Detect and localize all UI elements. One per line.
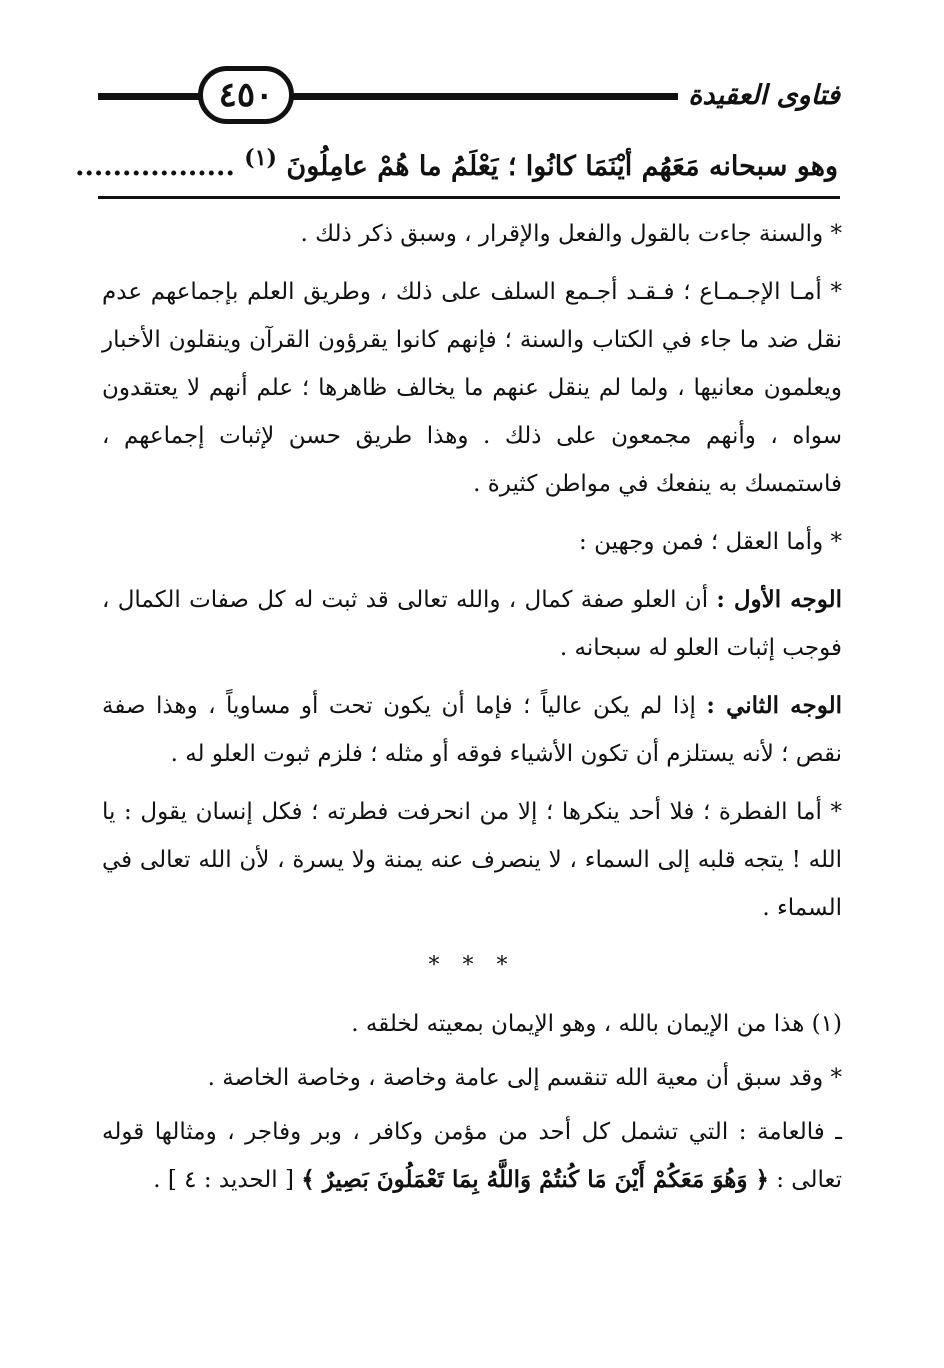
page-header [98,66,840,126]
footnote-divider [98,196,840,199]
quoted-text [75,132,838,193]
section-separator: * * * [428,953,516,978]
paragraph-first-aspect [102,576,842,672]
body-text [102,210,842,1210]
page-number: ٤٥٠ [198,66,294,124]
footnote-3-text: ـ فالعامة : التي تشمل كل أحد من مؤمن وكافر ، وبر وفاجر ، ومثالها قوله تعالى : [102,1119,842,1193]
first-aspect-text: أن العلو صفة كمال ، والله تعالى قد ثبت له كل صفات الكمال ، فوجب إثبات العلو له سبحانه . [102,587,842,661]
quran-reference: [ الحديد : ٤ ] . [153,1167,294,1193]
second-aspect-label: الوجه الثاني : [706,692,842,719]
paragraph-second-aspect [102,682,842,778]
second-aspect-text: إذا لم يكن عالياً ؛ فإما أن يكون تحت أو مساوياً ، وهذا صفة نقص ؛ لأنه يستلزم أن تكون الأشياء فوقه أو مثله ؛ فلزم ثبوت العلو له . [102,693,842,767]
footnote-3 [102,1108,842,1204]
footnote-1: (١) هذا من الإيمان بالله ، وهو الإيمان بمعيته لخلقه . [351,1011,842,1037]
paragraph-reason: * وأما العقل ؛ فمن وجهين : [579,529,842,555]
quote-text: وهو سبحانه مَعَهُم أيْنَمَا كانُوا ؛ يَعْلَمُ ما هُمْ عامِلُونَ [286,151,838,182]
footnote-2: * وقد سبق أن معية الله تنقسم إلى عامة وخاصة ، وخاصة الخاصة . [207,1065,842,1091]
paragraph-ijma: * أمـا الإجـمـاع ؛ فـقـد أجـمع السلف على ذلك ، وطريق العلم بإجماعهم عدم نقل ضد ما جاء في الكتاب والسنة ؛ فإنهم كانوا يقرؤون القرآن وينقلون الأخبار ويعلمون معانيها ، ولما لم ينقل عنهم ما يخالف ظاهرها ؛ علم أنهم لا يعتقدون سواه ، وأنهم مجمعون على ذلك . وهذا طريق حسن لإثبات إجماعهم ، فاستمسك به ينفعك في مواطن كثيرة . [102,279,842,497]
first-aspect-label: الوجه الأول : [716,586,842,613]
paragraph-sunnah: * والسنة جاءت بالقول والفعل والإقرار ، وسبق ذكر ذلك . [300,221,842,247]
book-title: فتاوى العقيدة [678,76,840,116]
footnote-reference: (١) [244,145,277,171]
quote-dots: ................. [75,151,235,182]
paragraph-fitrah: * أما الفطرة ؛ فلا أحد ينكرها ؛ إلا من انحرفت فطرته ؛ فكل إنسان يقول : يا الله ! يتجه قلبه إلى السماء ، لا ينصرف عنه يمنة ولا يسرة ، لأن الله تعالى في السماء . [102,799,842,921]
quran-verse: ﴿ وَهُوَ مَعَكُمْ أَيْنَ مَا كُنتُمْ وَاللَّهُ بِمَا تَعْمَلُونَ بَصِيرٌ ﴾ [301,1166,769,1193]
